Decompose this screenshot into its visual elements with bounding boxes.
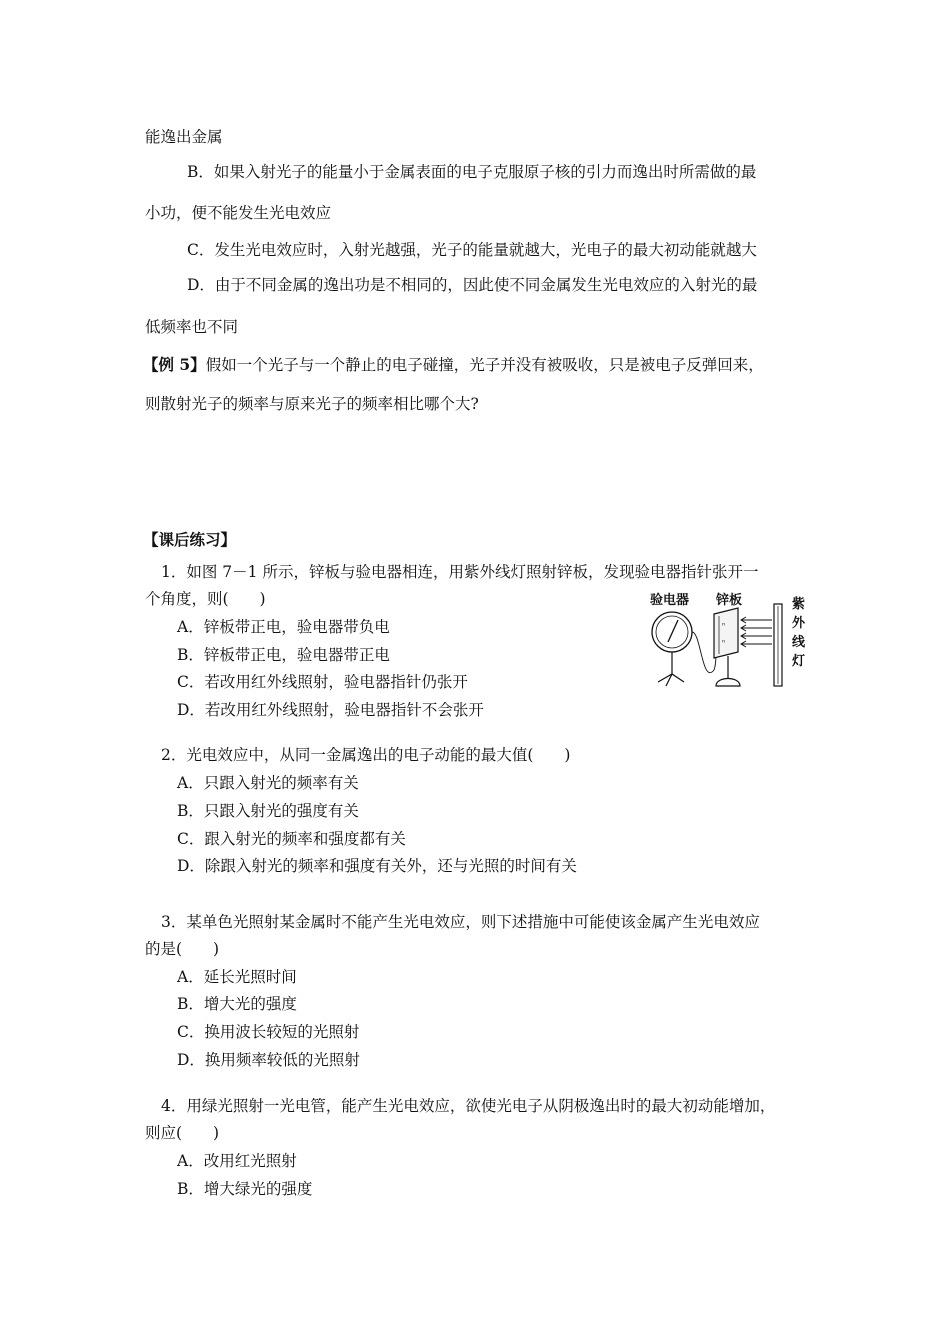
q3-option-a: A．延长光照时间: [177, 968, 297, 986]
q1-stem-line2: 个角度，则( ): [145, 590, 266, 608]
q3-option-d: D．换用频率较低的光照射: [177, 1051, 360, 1069]
q3-option-b: B．增大光的强度: [177, 995, 297, 1013]
zinc-plate: [714, 608, 738, 658]
prev-option-d-line2: 低频率也不同: [145, 318, 239, 336]
q4-stem-line2: 则应( ): [145, 1124, 220, 1142]
example5-text1: 假如一个光子与一个静止的电子碰撞，光子并没有被吸收，只是被电子反弹回来，: [205, 356, 764, 374]
q1-option-c: C．若改用红外线照射，验电器指针仍张开: [177, 673, 468, 691]
q1-option-a: A．锌板带正电，验电器带负电: [177, 618, 390, 636]
q1-figure: [646, 590, 836, 690]
practice-heading: 【课后练习】: [143, 530, 237, 549]
zinc-plate-label: 锌板: [716, 593, 743, 608]
q3-option-c: C．换用波长较短的光照射: [177, 1023, 360, 1041]
q2-option-a: A．只跟入射光的频率有关: [177, 774, 359, 792]
svg-text:ⁿ: ⁿ: [722, 638, 726, 647]
q4-stem-line1: 4．用绿光照射一光电管，能产生光电效应，欲使光电子从阴极逸出时的最大初动能增加，: [161, 1097, 776, 1115]
q1-option-b: B．锌板带正电，验电器带正电: [177, 646, 390, 664]
uv-rays: [741, 617, 772, 647]
q2-stem: 2．光电效应中，从同一金属逸出的电子动能的最大值( ): [161, 746, 571, 764]
q2-option-b: B．只跟入射光的强度有关: [177, 802, 359, 820]
prev-option-a-tail: 能逸出金属: [145, 128, 223, 146]
q3-stem-line2: 的是( ): [145, 940, 220, 958]
zinc-stand: [716, 679, 740, 687]
q2-option-c: C．跟入射光的频率和强度都有关: [177, 830, 406, 848]
prev-option-b-line1: B．如果入射光子的能量小于金属表面的电子克服原子核的引力而逸出时所需做的最: [187, 163, 757, 181]
example5-label: 【例 5】: [143, 355, 206, 374]
q4-option-a: A．改用红光照射: [177, 1152, 297, 1170]
example5-line2: 则散射光子的频率与原来光子的频率相比哪个大?: [145, 395, 479, 413]
electroscope-needle: [668, 620, 678, 642]
q3-stem-line1: 3．某单色光照射某金属时不能产生光电效应，则下述措施中可能使该金属产生光电效应: [161, 913, 760, 931]
prev-option-c: C．发生光电效应时，入射光越强，光子的能量就越大，光电子的最大初动能就越大: [187, 241, 757, 259]
q4-option-b: B．增大绿光的强度: [177, 1180, 313, 1198]
uv-lamp-label: [791, 596, 806, 669]
svg-text:紫外线灯: 紫外线灯: [792, 597, 806, 669]
electroscope-stand: [658, 674, 684, 686]
electroscope-label: 验电器: [650, 593, 690, 608]
q2-option-d: D．除跟入射光的频率和强度有关外，还与光照的时间有关: [177, 857, 577, 875]
prev-option-b-line2: 小功，便不能发生光电效应: [145, 204, 332, 222]
svg-text:ⁿ: ⁿ: [722, 621, 726, 630]
example5-line1: [143, 355, 764, 375]
q1-stem-line1: 1．如图 7－1 所示，锌板与验电器相连，用紫外线灯照射锌板，发现验电器指针张开一: [161, 563, 759, 581]
q1-option-d: D．若改用红外线照射，验电器指针不会张开: [177, 701, 484, 719]
prev-option-d-line1: D．由于不同金属的逸出功是不相同的，因此使不同金属发生光电效应的入射光的最: [187, 276, 758, 294]
